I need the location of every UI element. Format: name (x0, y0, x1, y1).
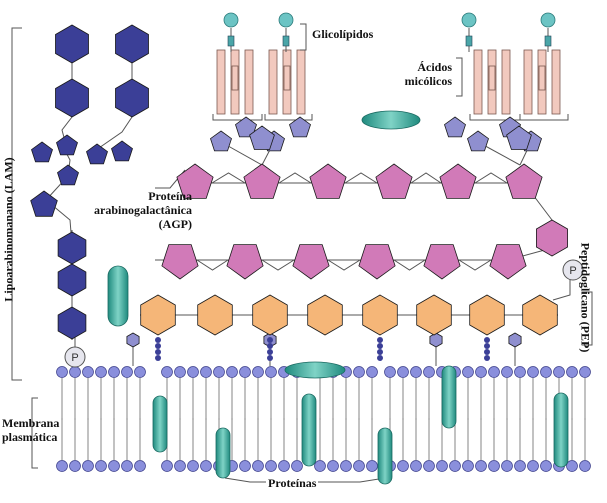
lipid-head (489, 367, 500, 378)
lipid-head (515, 367, 526, 378)
lipid-head (528, 461, 539, 472)
lam-mannan-hexagon (58, 264, 86, 296)
pep-label: Peptidoglicano (PEP) (578, 242, 593, 353)
lipid-head (341, 461, 352, 472)
agp-line2: arabinogalactânica (94, 203, 192, 217)
lipid-head (541, 461, 552, 472)
lipid-head (109, 367, 120, 378)
lipid-head (476, 461, 487, 472)
lam-mannan-hexagon (58, 232, 86, 264)
lipid-head (57, 461, 68, 472)
lipid-head (162, 367, 173, 378)
mycolic-acid-chain (474, 50, 482, 114)
lam-mannan-hexagon (58, 307, 86, 339)
agp-label (82, 189, 192, 231)
peptidoglycan-hexagon (417, 295, 452, 335)
lipid-head (122, 367, 133, 378)
arabinogalactan-pentagon (162, 245, 198, 279)
peptide-bead (155, 355, 161, 361)
membrane-protein (362, 111, 420, 129)
connector-line (475, 173, 507, 183)
lipid-head (279, 461, 290, 472)
lipid-head (175, 367, 186, 378)
lipid-head (424, 367, 435, 378)
lipid-head (580, 367, 591, 378)
arabinogalactan-pentagon (506, 164, 542, 198)
arabinogalactan-pentagon (359, 245, 395, 279)
phosphate-label: P (569, 265, 577, 277)
arabinogalactan-pentagon (227, 245, 263, 279)
lam-arabinose-pentagon (58, 165, 79, 185)
mycolic-acid-chain (502, 50, 510, 114)
mycolic-acids-label (392, 60, 452, 88)
arabinogalactan-pentagon (376, 164, 412, 198)
lipid-head (266, 461, 277, 472)
connector-line (212, 173, 245, 183)
peptidoglycan-hexagon (523, 295, 558, 335)
connector-line (262, 260, 294, 270)
lipid-head (463, 461, 474, 472)
peptidoglycan-hexagon (141, 295, 176, 335)
lipid-head (567, 461, 578, 472)
arabinogalactan-pentagon (440, 164, 476, 198)
lipid-head (580, 461, 591, 472)
lipid-head (450, 461, 461, 472)
membrane-proteins (108, 111, 568, 484)
mycolic-acid-branch (284, 66, 290, 90)
mycolic-acids-line1: Ácidos (417, 60, 452, 74)
peptide-bead (267, 349, 273, 355)
mycolic-acid-chain (552, 50, 560, 114)
lipid-head (385, 367, 396, 378)
lipid-head (253, 461, 264, 472)
lam-arabinose-pentagon (87, 144, 108, 164)
membrane-protein (302, 394, 316, 466)
connector-line (459, 260, 491, 270)
lipid-head (70, 461, 81, 472)
lipid-head (188, 367, 199, 378)
membrane-glycan-hexagon (509, 333, 521, 347)
lipid-head (201, 461, 212, 472)
peptide-bead (267, 337, 273, 343)
glycolipid-head (224, 13, 238, 27)
lipid-head (489, 461, 500, 472)
mycolic-acid-branch (489, 66, 495, 90)
membrane-protein (442, 366, 456, 428)
lam-arabinose-pentagon (32, 142, 53, 162)
lipid-head (502, 461, 513, 472)
lipid-head (502, 367, 513, 378)
mycolic-acid-chain (297, 50, 305, 114)
membrane-protein (108, 266, 128, 326)
mannose-hexagon (116, 79, 149, 117)
lipid-head (135, 367, 146, 378)
lipid-head (227, 367, 238, 378)
mycolic-acid-branch (232, 66, 238, 90)
mannose-hexagon (56, 79, 89, 117)
peptide-bead (377, 349, 383, 355)
connector-line (197, 260, 228, 270)
lipid-head (476, 367, 487, 378)
mannose-hexagon (116, 25, 149, 63)
lam-arabinose-pentagon (31, 191, 58, 216)
peptide-bead (267, 343, 273, 349)
lipid-head (96, 461, 107, 472)
arabinose-pentagon (211, 131, 232, 151)
peptidoglycan-hexagon (253, 295, 288, 335)
peptide-bead (377, 343, 383, 349)
peptide-bead (484, 343, 490, 349)
lipid-head (328, 461, 339, 472)
glycolipid-sugar (283, 36, 289, 46)
agp-line1: Proteína (148, 189, 192, 203)
membrane-protein (216, 428, 230, 478)
lam-arabinose-pentagon (57, 135, 78, 155)
phosphate-label: P (71, 352, 79, 364)
connector-line (345, 173, 377, 183)
lipid-head (162, 461, 173, 472)
membrane-line1: Membrana (2, 416, 60, 430)
peptide-bead (155, 337, 161, 343)
lipid-head (315, 461, 326, 472)
connector-line (328, 260, 360, 270)
lipid-head (70, 367, 81, 378)
peptidoglycan-hexagon (363, 295, 398, 335)
glycolipid-sugar (545, 36, 551, 46)
peptide-bead (377, 337, 383, 343)
lipid-head (437, 461, 448, 472)
peptidoglycan-hexagon (470, 295, 505, 335)
lipid-head (354, 461, 365, 472)
connector-line (318, 478, 385, 482)
lipid-head (515, 461, 526, 472)
lipid-head (463, 367, 474, 378)
lipid-head (541, 367, 552, 378)
peptide-bead (484, 355, 490, 361)
plasma-membrane (57, 367, 591, 472)
lipid-bracket (520, 114, 568, 120)
mycolic-acid-branch (539, 66, 545, 90)
lipid-head (354, 367, 365, 378)
mycolic-acids-line2: micólicos (404, 74, 452, 88)
membrane-line2: plasmática (2, 430, 58, 444)
connector-line (279, 173, 311, 183)
arabinogalactan-pentagon (293, 245, 329, 279)
lipid-head (528, 367, 539, 378)
lam-arabinose-pentagon (112, 141, 133, 161)
lipid-head (201, 367, 212, 378)
lipid-head (240, 461, 251, 472)
membrane-glycan-hexagon (430, 333, 442, 347)
peptidoglycan-hexagon (308, 295, 343, 335)
arabinogalactan-pentagon (244, 164, 280, 198)
membrane-protein (554, 393, 568, 467)
lipid-head (411, 367, 422, 378)
lipid-head (411, 461, 422, 472)
lipid-head (398, 461, 409, 472)
lipid-head (554, 367, 565, 378)
proteins-label: Proteínas (268, 476, 317, 490)
connector-line (225, 478, 266, 482)
mycolic-acid-layer (213, 13, 568, 120)
lipid-head (367, 367, 378, 378)
arabinose-pentagon (468, 131, 489, 151)
connector-line (411, 173, 441, 183)
lipid-head (240, 367, 251, 378)
peptidoglycan-hexagon (198, 295, 233, 335)
lipid-head (96, 367, 107, 378)
lipid-head (188, 461, 199, 472)
lipid-head (109, 461, 120, 472)
lipid-head (122, 461, 133, 472)
lipid-head (567, 367, 578, 378)
mycolic-bracket (456, 58, 462, 96)
lipid-head (292, 461, 303, 472)
mycolic-acid-chain (217, 50, 225, 114)
peptide-bead (155, 349, 161, 355)
lam-label: Lipoarabinomanano (LAM) (1, 157, 16, 302)
peptide-bead (377, 355, 383, 361)
lipid-bracket (265, 114, 312, 120)
mycolic-acid-chain (269, 50, 277, 114)
glycolipid-head (541, 13, 555, 27)
membrane-protein (378, 428, 392, 484)
glycolipid-bracket (300, 24, 306, 50)
membrane-glycan-hexagon (127, 333, 139, 347)
connector-line (394, 260, 425, 270)
glycolipid-sugar (466, 36, 472, 46)
arabinogalactan-pentagon (490, 245, 526, 279)
glycolipid-head (462, 13, 476, 27)
arabinose-pentagon (445, 117, 466, 137)
peptide-bead (484, 349, 490, 355)
arabinogalactan-pentagon (310, 164, 346, 198)
membrane-protein (285, 362, 345, 378)
lipid-head (83, 367, 94, 378)
arabinogalactan-pentagon (424, 245, 460, 279)
glycolipid-head (279, 13, 293, 27)
lipid-head (57, 367, 68, 378)
peptide-bead (155, 343, 161, 349)
agp-line3: (AGP) (158, 217, 192, 231)
peptide-bead (484, 337, 490, 343)
lipid-head (175, 461, 186, 472)
lipid-head (253, 367, 264, 378)
lipid-bracket (213, 114, 262, 120)
mycolic-acid-chain (245, 50, 253, 114)
connector-line (553, 278, 570, 300)
lipid-head (214, 367, 225, 378)
lipid-head (83, 461, 94, 472)
lipid-head (424, 461, 435, 472)
lipid-head (135, 461, 146, 472)
glycolipid-sugar (228, 36, 234, 46)
membrane-protein (153, 396, 167, 452)
membrane-label (2, 416, 59, 444)
mycolic-acid-chain (524, 50, 532, 114)
mannose-hexagon (56, 25, 89, 63)
peptide-bead (267, 355, 273, 361)
lipid-head (398, 367, 409, 378)
lipid-head (367, 461, 378, 472)
glycolipids-label: Glicolípidos (312, 27, 374, 41)
lipid-head (266, 367, 277, 378)
